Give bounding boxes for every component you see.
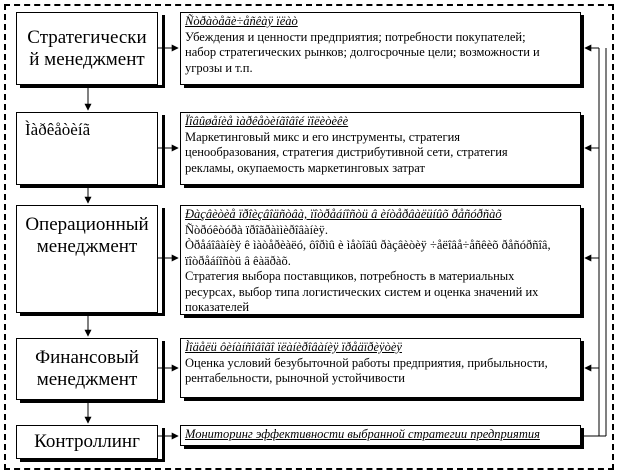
desc-line: Стратегия выбора поставщиков, потребность в материальных [185,269,515,283]
desc-title: Ðàçâèòèå ïðîèçâîäñòâà, ïîòðåáíîñòü â èíòåðâàëüíûõ ðåñóðñàõ [185,207,502,221]
desc-line: Оценка условий безубыточной работы предприятия, прибыльности, [185,355,548,370]
desc-title: Ìîäåëü ôèíàíñîâîãî ïëàíèðîâàíèÿ ïðåäïðèÿòèÿ [185,340,402,354]
desc-line: ценообразования, стратегия дистрибутивной сети, стратегия [185,145,508,159]
stage-title-line: й менеджмент [29,48,145,70]
stage-title-line: Ìàðêåòèíã [25,120,91,139]
desc-line: Маркетинговый микс и его инструменты, стратегия [185,129,461,144]
desc-line: показателей [185,300,250,314]
stage-title-line: менеджмент [36,236,138,257]
desc-line: рентабельности, рыночной устойчивости [185,371,405,385]
desc-title: Ñòðàòåãè÷åñêàÿ ïëàò [185,14,298,28]
desc-line: угрозы и т.п. [185,60,253,75]
desc-line: Òðåáîâàíèÿ ê ìàòåðèàëó, ôîðìû è ìåòîäû ðàçâèòèÿ ÷åëîâå÷åñêèõ ðåñóðñîâ, ïîòðåáíîñòü â êàäðàõ. [185,238,551,268]
desc-line: Убеждения и ценности предприятия; потребности покупателей; [185,29,526,44]
stage-title-line: Стратегически [27,26,147,48]
stage-title-line: Контроллинг [34,431,140,452]
desc-line: ресурсах, выбор типа логистических систем и оценка значений их [185,284,539,299]
desc-title: Мониторинг эффективности выбранной стратегии предприятия [185,427,540,441]
desc-title: Ïîâûøåíèå ìàðêåòèíãîâîé ïîëèòèêè [185,114,349,128]
desc-line: Ñòðóêòóðà ïðîãðàììèðîâàíèÿ. [185,222,328,237]
desc-line: набор стратегических рынков; долгосрочные цели; возможности и [185,45,540,59]
stage-title-line: Финансовый [35,347,139,368]
stage-title-line: менеджмент [36,369,138,390]
desc-line: рекламы, окупаемость маркетинговых затрат [185,160,425,175]
stage-title-line: Операционный [25,214,149,235]
